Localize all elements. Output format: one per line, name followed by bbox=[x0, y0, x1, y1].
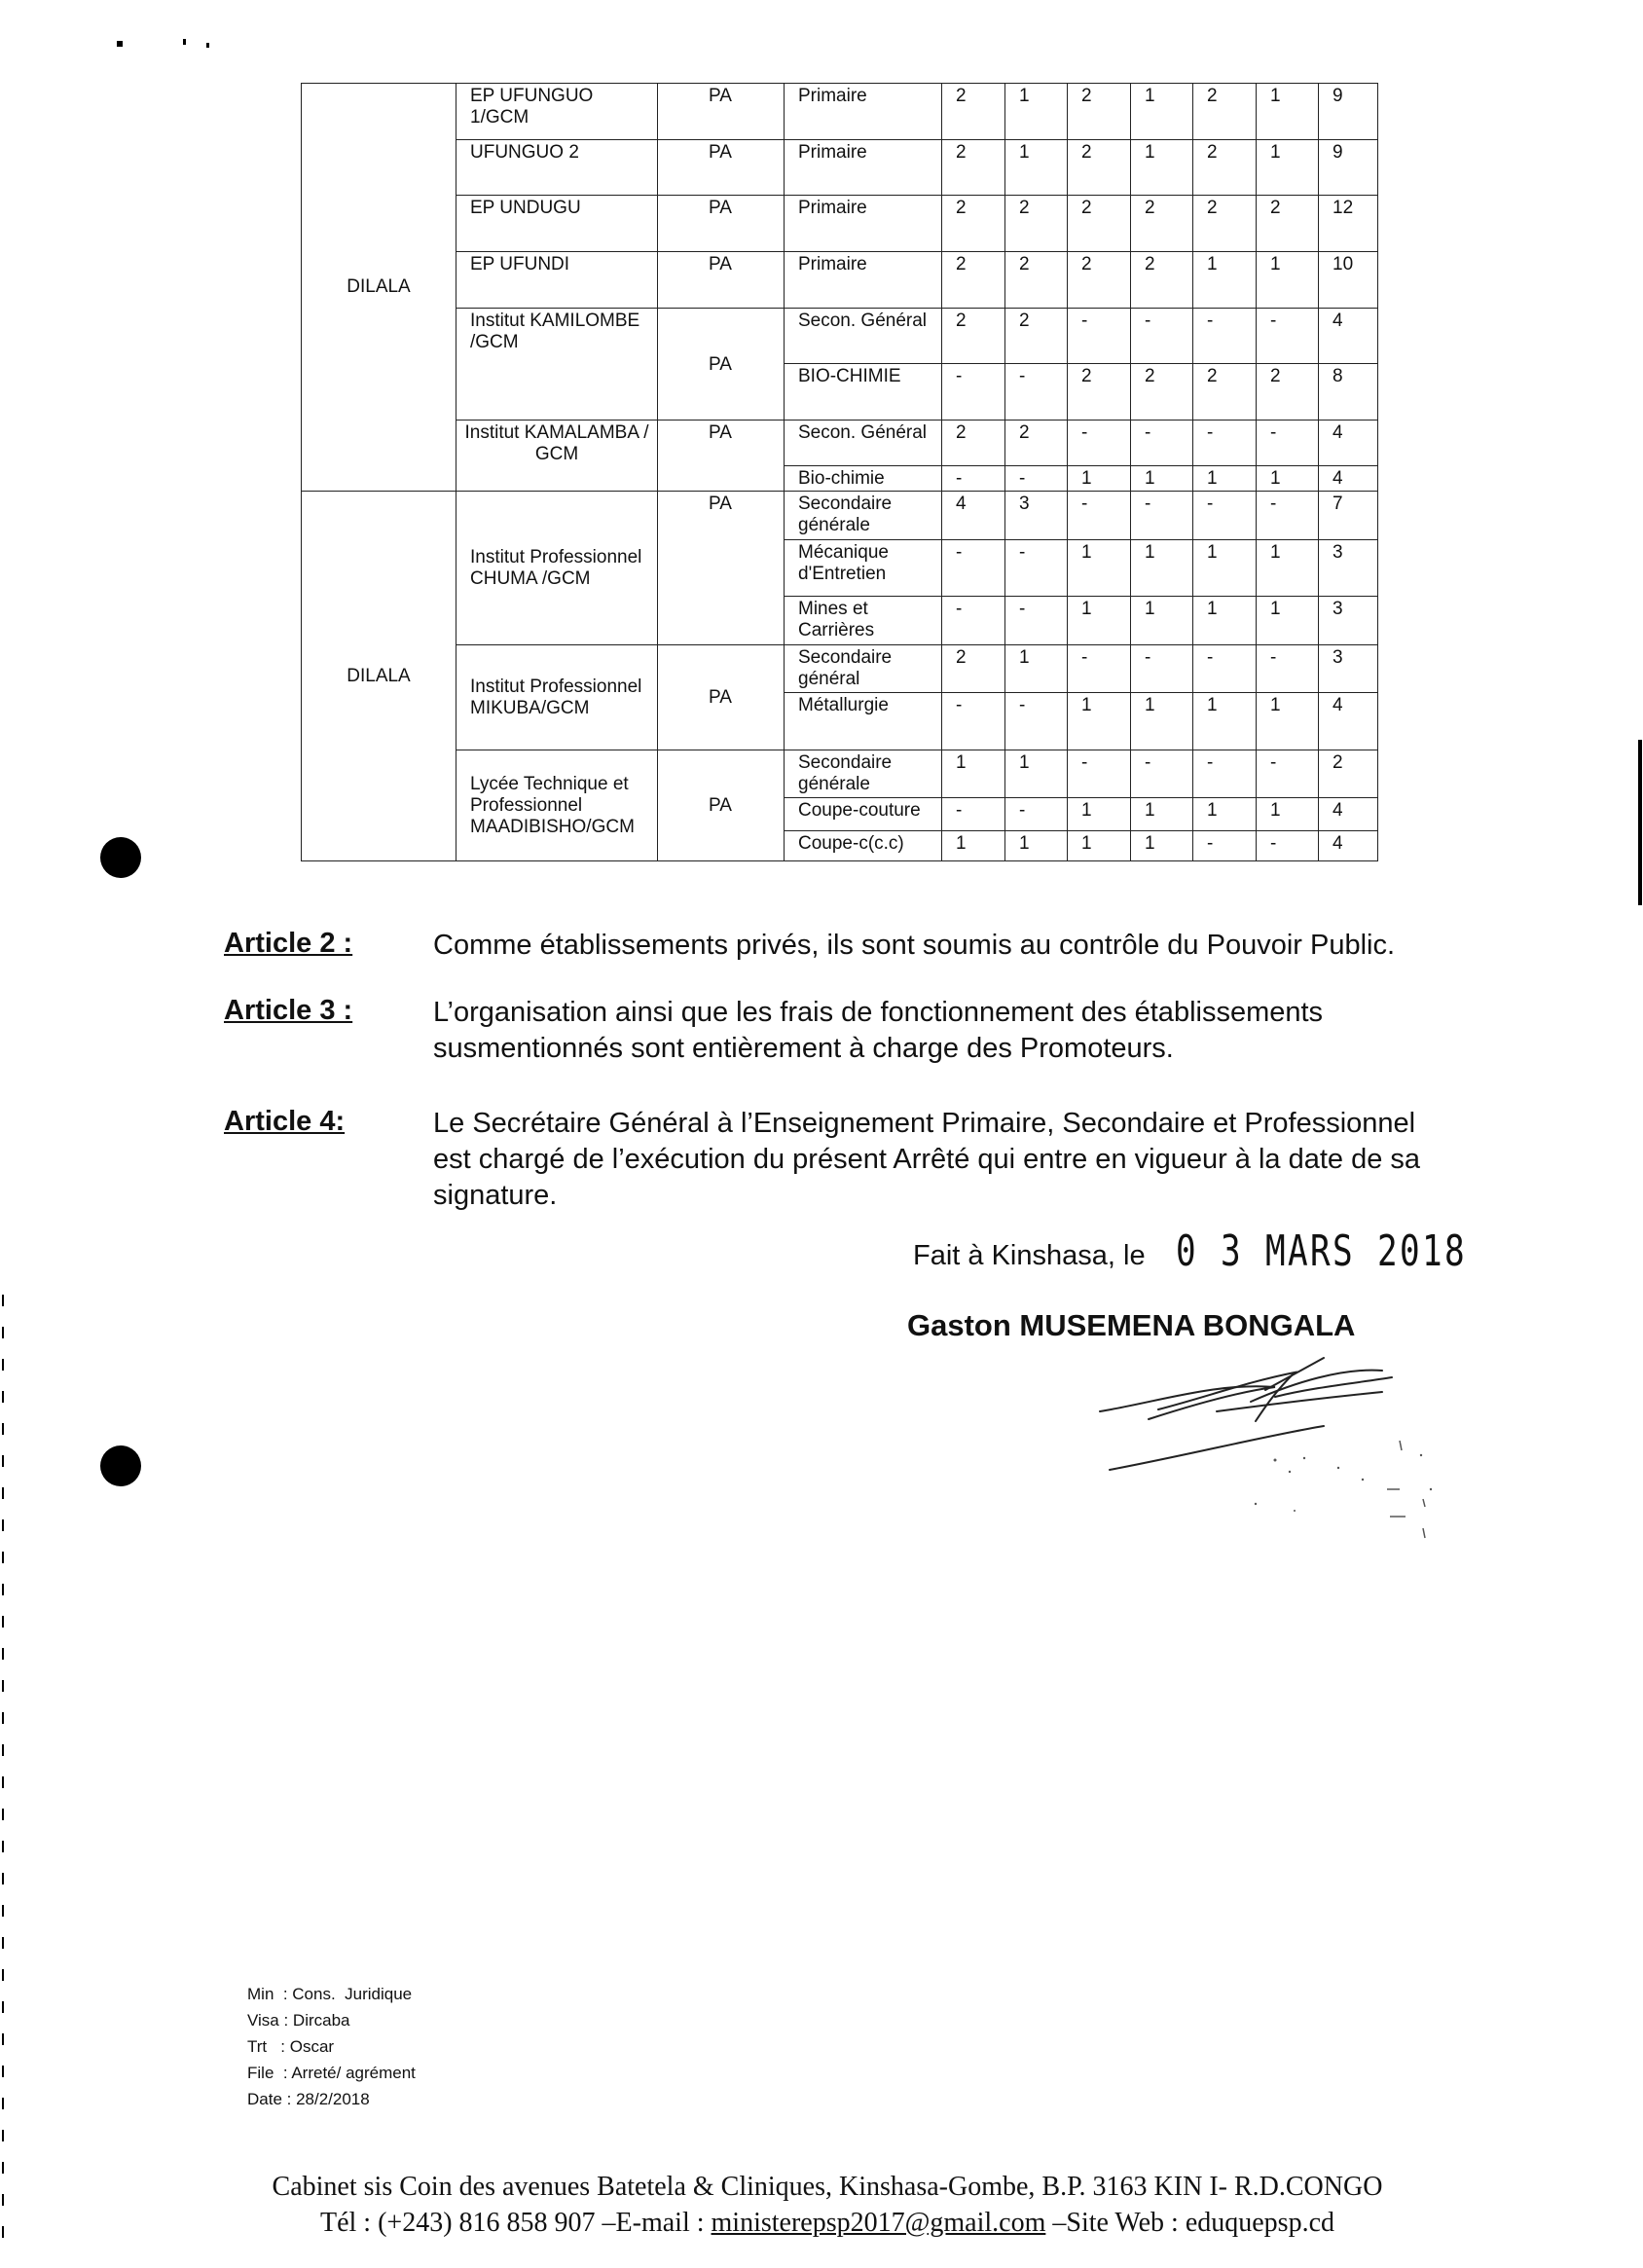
class-count-cell: 1 bbox=[1005, 84, 1068, 140]
class-count-cell: 1 bbox=[1068, 597, 1131, 644]
class-count-cell: - bbox=[1257, 492, 1319, 539]
signature-place-label: Fait à Kinshasa, le bbox=[913, 1240, 1146, 1271]
scan-dash bbox=[2, 1680, 4, 1692]
class-count-cell: 2 bbox=[1131, 196, 1193, 252]
date-stamp: 0 3 MARS 2018 bbox=[1176, 1226, 1468, 1276]
class-count-cell: 1 bbox=[1005, 139, 1068, 196]
article-2-text: Comme établissements privés, ils sont soumis au contrôle du Pouvoir Public. bbox=[433, 930, 1396, 961]
option-cell: Secondaire général bbox=[785, 644, 942, 692]
school-name-cell: Institut KAMALAMBA / GCM bbox=[456, 420, 658, 491]
class-count-cell: 1 bbox=[1193, 466, 1257, 492]
school-name-cell: Lycée Technique et Professionnel MAADIBISHO/GCM bbox=[456, 750, 658, 860]
class-count-cell: 1 bbox=[1131, 84, 1193, 140]
class-count-cell: 1 bbox=[1193, 597, 1257, 644]
total-cell: 4 bbox=[1319, 420, 1378, 465]
class-count-cell: - bbox=[1005, 692, 1068, 750]
table-row bbox=[302, 196, 1378, 252]
school-name-cell: Institut Professionnel MIKUBA/GCM bbox=[456, 644, 658, 750]
footer-phone: Tél : (+243) 816 858 907 –E-mail : bbox=[320, 2208, 712, 2238]
scan-dash bbox=[2, 1937, 4, 1949]
class-count-cell: - bbox=[1257, 750, 1319, 797]
class-count-cell: - bbox=[942, 797, 1005, 831]
footer-email-link[interactable]: ministerepsp2017@gmail.com bbox=[711, 2208, 1046, 2238]
total-cell: 3 bbox=[1319, 597, 1378, 644]
class-count-cell: 2 bbox=[1131, 251, 1193, 308]
class-count-cell: 1 bbox=[1193, 539, 1257, 597]
scan-dash bbox=[2, 1809, 4, 1820]
class-count-cell: - bbox=[1005, 364, 1068, 421]
class-count-cell: - bbox=[1005, 797, 1068, 831]
option-cell: Métallurgie bbox=[785, 692, 942, 750]
option-cell: Coupe-c(c.c) bbox=[785, 831, 942, 861]
article-2-label: Article 2 : bbox=[224, 928, 353, 959]
option-cell: Secondaire générale bbox=[785, 492, 942, 539]
total-cell: 4 bbox=[1319, 308, 1378, 364]
footer-contact bbox=[195, 2205, 1460, 2241]
option-cell: Mines et Carrières bbox=[785, 597, 942, 644]
class-count-cell: - bbox=[1068, 644, 1131, 692]
class-count-cell: - bbox=[1131, 308, 1193, 364]
class-count-cell: 1 bbox=[1257, 539, 1319, 597]
scan-dash bbox=[2, 1455, 4, 1467]
scan-dash bbox=[2, 2130, 4, 2141]
class-count-cell: 1 bbox=[1005, 750, 1068, 797]
scan-dash bbox=[2, 1744, 4, 1756]
class-count-cell: 1 bbox=[1193, 797, 1257, 831]
class-count-cell: 1 bbox=[1193, 251, 1257, 308]
option-cell: Primaire bbox=[785, 139, 942, 196]
option-cell: Mécanique d'Entretien bbox=[785, 539, 942, 597]
class-count-cell: 1 bbox=[1131, 597, 1193, 644]
class-count-cell: - bbox=[1068, 750, 1131, 797]
scan-dash bbox=[2, 1359, 4, 1371]
regime-cell: PA bbox=[658, 420, 785, 491]
class-count-cell: 1 bbox=[1131, 797, 1193, 831]
class-count-cell: 1 bbox=[1257, 139, 1319, 196]
class-count-cell: - bbox=[942, 539, 1005, 597]
class-count-cell: 2 bbox=[1257, 196, 1319, 252]
class-count-cell: - bbox=[1257, 831, 1319, 861]
class-count-cell: 1 bbox=[1068, 831, 1131, 861]
regime-cell: PA bbox=[658, 139, 785, 196]
class-count-cell: - bbox=[1193, 750, 1257, 797]
class-count-cell: - bbox=[1257, 308, 1319, 364]
scan-dash bbox=[2, 2194, 4, 2206]
scan-dash bbox=[2, 1391, 4, 1403]
table-row bbox=[302, 750, 1378, 797]
option-cell: Secon. Général bbox=[785, 308, 942, 364]
class-count-cell: 2 bbox=[1005, 308, 1068, 364]
class-count-cell: 2 bbox=[942, 308, 1005, 364]
town-cell: DILALA bbox=[302, 84, 456, 492]
class-count-cell: - bbox=[1193, 420, 1257, 465]
routing-note: File : Arreté/ agrément bbox=[247, 2064, 416, 2082]
punch-hole-bottom bbox=[100, 1445, 141, 1486]
class-count-cell: - bbox=[1193, 492, 1257, 539]
footer-website: –Site Web : eduquepsp.cd bbox=[1045, 2208, 1334, 2238]
article-4-text: Le Secrétaire Général à l’Enseignement Primaire, Secondaire et Professionnel est chargé de l’exécution du présent Arrêté qui entre en vigueur à la date de sa signature. bbox=[433, 1108, 1421, 1211]
class-count-cell: - bbox=[1257, 420, 1319, 465]
class-count-cell: - bbox=[1005, 466, 1068, 492]
option-cell: Secondaire générale bbox=[785, 750, 942, 797]
regime-cell: PA bbox=[658, 492, 785, 644]
footer-address: Cabinet sis Coin des avenues Batetela & Cliniques, Kinshasa-Gombe, B.P. 3163 KIN I- R.D.CONGO bbox=[272, 2172, 1383, 2202]
class-count-cell: - bbox=[1257, 644, 1319, 692]
class-count-cell: 1 bbox=[1068, 466, 1131, 492]
class-count-cell: 1 bbox=[1068, 692, 1131, 750]
class-count-cell: 2 bbox=[1131, 364, 1193, 421]
school-name-cell: EP UFUNDI bbox=[456, 251, 658, 308]
class-count-cell: 2 bbox=[942, 644, 1005, 692]
class-count-cell: - bbox=[942, 597, 1005, 644]
scan-dash bbox=[2, 2001, 4, 2013]
scan-dash bbox=[2, 2066, 4, 2077]
routing-note: Trt : Oscar bbox=[247, 2037, 335, 2056]
class-count-cell: 2 bbox=[1005, 251, 1068, 308]
scan-dash bbox=[2, 1295, 4, 1306]
class-count-cell: - bbox=[1131, 750, 1193, 797]
class-count-cell: 3 bbox=[1005, 492, 1068, 539]
total-cell: 2 bbox=[1319, 750, 1378, 797]
total-cell: 3 bbox=[1319, 539, 1378, 597]
schools-table bbox=[301, 83, 1378, 861]
class-count-cell: 1 bbox=[1257, 466, 1319, 492]
regime-cell: PA bbox=[658, 308, 785, 420]
class-count-cell: 1 bbox=[1257, 597, 1319, 644]
scan-dash bbox=[2, 1487, 4, 1499]
total-cell: 9 bbox=[1319, 84, 1378, 140]
routing-note: Date : 28/2/2018 bbox=[247, 2090, 370, 2108]
scan-speck bbox=[206, 43, 209, 48]
handwritten-signature bbox=[1071, 1343, 1479, 1557]
scan-dash bbox=[2, 1552, 4, 1563]
scan-speck bbox=[183, 39, 186, 45]
class-count-cell: 2 bbox=[1005, 196, 1068, 252]
scan-dash bbox=[2, 1712, 4, 1724]
class-count-cell: - bbox=[1131, 644, 1193, 692]
class-count-cell: 2 bbox=[1068, 139, 1131, 196]
class-count-cell: 1 bbox=[1131, 539, 1193, 597]
scan-dash bbox=[2, 1423, 4, 1435]
article-4-label: Article 4: bbox=[224, 1106, 346, 1137]
class-count-cell: 2 bbox=[942, 251, 1005, 308]
option-cell: Primaire bbox=[785, 84, 942, 140]
scan-dash bbox=[2, 2226, 4, 2238]
total-cell: 12 bbox=[1319, 196, 1378, 252]
class-count-cell: 2 bbox=[1257, 364, 1319, 421]
total-cell: 8 bbox=[1319, 364, 1378, 421]
table-row bbox=[302, 420, 1378, 465]
scan-dash bbox=[2, 1841, 4, 1852]
option-cell: Primaire bbox=[785, 196, 942, 252]
class-count-cell: 1 bbox=[1131, 139, 1193, 196]
option-cell: Bio-chimie bbox=[785, 466, 942, 492]
regime-cell: PA bbox=[658, 644, 785, 750]
class-count-cell: 2 bbox=[1068, 364, 1131, 421]
class-count-cell: 1 bbox=[1193, 692, 1257, 750]
option-cell: BIO-CHIMIE bbox=[785, 364, 942, 421]
class-count-cell: 2 bbox=[1068, 251, 1131, 308]
school-name-cell: EP UNDUGU bbox=[456, 196, 658, 252]
table-row bbox=[302, 251, 1378, 308]
scan-dash bbox=[2, 1616, 4, 1628]
routing-note: Visa : Dircaba bbox=[247, 2011, 350, 2030]
class-count-cell: 2 bbox=[942, 84, 1005, 140]
class-count-cell: - bbox=[1005, 597, 1068, 644]
article-3-label: Article 3 : bbox=[224, 995, 353, 1026]
letterhead-footer bbox=[195, 2169, 1460, 2241]
table-row bbox=[302, 492, 1378, 539]
total-cell: 4 bbox=[1319, 466, 1378, 492]
regime-cell: PA bbox=[658, 750, 785, 860]
total-cell: 7 bbox=[1319, 492, 1378, 539]
option-cell: Secon. Général bbox=[785, 420, 942, 465]
option-cell: Primaire bbox=[785, 251, 942, 308]
class-count-cell: 2 bbox=[1068, 196, 1131, 252]
class-count-cell: - bbox=[1193, 308, 1257, 364]
scan-dash bbox=[2, 2033, 4, 2045]
class-count-cell: 2 bbox=[1193, 84, 1257, 140]
school-name-cell: Institut KAMILOMBE /GCM bbox=[456, 308, 658, 420]
regime-cell: PA bbox=[658, 251, 785, 308]
scan-dash bbox=[2, 1776, 4, 1788]
class-count-cell: 1 bbox=[942, 750, 1005, 797]
class-count-cell: 2 bbox=[1068, 84, 1131, 140]
scan-dash bbox=[2, 1969, 4, 1981]
regime-cell: PA bbox=[658, 84, 785, 140]
regime-cell: PA bbox=[658, 196, 785, 252]
class-count-cell: 2 bbox=[942, 420, 1005, 465]
total-cell: 3 bbox=[1319, 644, 1378, 692]
table-row bbox=[302, 139, 1378, 196]
table-row bbox=[302, 308, 1378, 364]
scan-dash bbox=[2, 1327, 4, 1338]
signatory-name: Gaston MUSEMENA BONGALA bbox=[907, 1308, 1356, 1342]
school-name-cell: Institut Professionnel CHUMA /GCM bbox=[456, 492, 658, 644]
class-count-cell: 2 bbox=[942, 139, 1005, 196]
table-row bbox=[302, 84, 1378, 140]
schools-table-body bbox=[302, 84, 1378, 861]
class-count-cell: - bbox=[1068, 492, 1131, 539]
article-3-text: L’organisation ainsi que les frais de fonctionnement des établissements susmentionnés sont entièrement à charge des Promoteurs. bbox=[433, 997, 1324, 1064]
scan-dash bbox=[2, 1905, 4, 1917]
scan-dash bbox=[2, 1873, 4, 1884]
class-count-cell: 1 bbox=[1131, 831, 1193, 861]
school-name-cell: UFUNGUO 2 bbox=[456, 139, 658, 196]
option-cell: Coupe-couture bbox=[785, 797, 942, 831]
total-cell: 4 bbox=[1319, 831, 1378, 861]
punch-hole-top bbox=[100, 837, 141, 878]
class-count-cell: - bbox=[942, 466, 1005, 492]
class-count-cell: 2 bbox=[942, 196, 1005, 252]
scan-dash bbox=[2, 1648, 4, 1660]
class-count-cell: 2 bbox=[1193, 196, 1257, 252]
class-count-cell: 1 bbox=[1257, 84, 1319, 140]
town-cell: DILALA bbox=[302, 492, 456, 861]
scan-dash bbox=[2, 1584, 4, 1595]
class-count-cell: - bbox=[942, 364, 1005, 421]
class-count-cell: 1 bbox=[1257, 692, 1319, 750]
scan-dash bbox=[2, 2162, 4, 2174]
scan-edge-mark bbox=[1638, 740, 1642, 905]
class-count-cell: 4 bbox=[942, 492, 1005, 539]
class-count-cell: 2 bbox=[1193, 139, 1257, 196]
class-count-cell: 2 bbox=[1193, 364, 1257, 421]
class-count-cell: 1 bbox=[942, 831, 1005, 861]
class-count-cell: 1 bbox=[1005, 644, 1068, 692]
class-count-cell: 1 bbox=[1068, 539, 1131, 597]
class-count-cell: - bbox=[1131, 420, 1193, 465]
class-count-cell: 1 bbox=[1257, 797, 1319, 831]
class-count-cell: 1 bbox=[1131, 466, 1193, 492]
scan-dash bbox=[2, 2098, 4, 2109]
routing-notes bbox=[247, 1981, 416, 2112]
total-cell: 10 bbox=[1319, 251, 1378, 308]
class-count-cell: - bbox=[1068, 308, 1131, 364]
class-count-cell: - bbox=[1068, 420, 1131, 465]
class-count-cell: 1 bbox=[1131, 692, 1193, 750]
total-cell: 4 bbox=[1319, 797, 1378, 831]
routing-note: Min : Cons. Juridique bbox=[247, 1985, 413, 2003]
class-count-cell: - bbox=[1193, 644, 1257, 692]
scan-dash bbox=[2, 1519, 4, 1531]
class-count-cell: - bbox=[942, 692, 1005, 750]
class-count-cell: - bbox=[1005, 539, 1068, 597]
class-count-cell: 1 bbox=[1005, 831, 1068, 861]
class-count-cell: 2 bbox=[1005, 420, 1068, 465]
class-count-cell: - bbox=[1131, 492, 1193, 539]
class-count-cell: 1 bbox=[1068, 797, 1131, 831]
total-cell: 4 bbox=[1319, 692, 1378, 750]
class-count-cell: 1 bbox=[1257, 251, 1319, 308]
class-count-cell: - bbox=[1193, 831, 1257, 861]
total-cell: 9 bbox=[1319, 139, 1378, 196]
scan-speck bbox=[117, 41, 123, 47]
school-name-cell: EP UFUNGUO 1/GCM bbox=[456, 84, 658, 140]
table-row bbox=[302, 644, 1378, 692]
